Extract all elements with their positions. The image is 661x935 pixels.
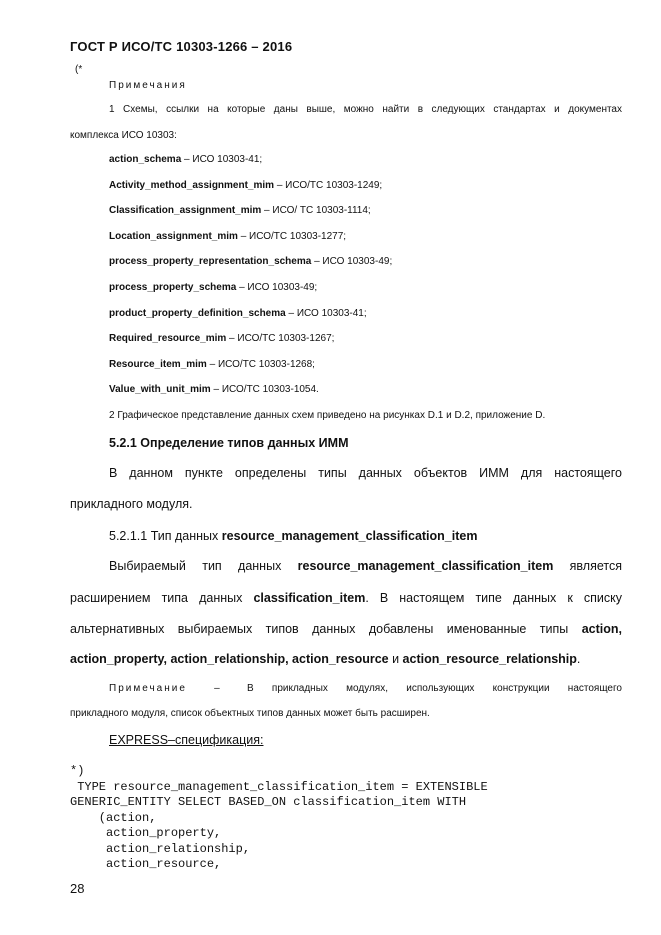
note3-line1: [109, 683, 622, 694]
para2-l3-type: action,: [581, 622, 622, 636]
code-line: action_resource,: [70, 857, 222, 871]
schema-standard-ref: – ИСО 10303-49;: [311, 256, 393, 268]
para2-l1-text: Выбираемый тип данных: [109, 559, 298, 573]
section-number: 5.2.1: [109, 436, 137, 450]
schema-ref-item: [109, 256, 392, 267]
para2-line1: [109, 559, 622, 573]
schema-name: Value_with_unit_mim: [109, 384, 211, 396]
schema-ref-item: [109, 282, 317, 293]
schema-standard-ref: – ИСО/ТС 10303-1277;: [237, 230, 347, 242]
schema-standard-ref: – ИСО 10303-41;: [181, 154, 263, 165]
schema-standard-ref: – ИСО/ТС 10303-1249;: [274, 179, 383, 191]
schema-standard-ref: – ИСО/ ТС 10303-1114;: [261, 205, 371, 217]
schema-ref-item: [109, 180, 382, 191]
para2-l1-end: является: [553, 559, 622, 573]
notes-heading: Примечания: [109, 80, 187, 91]
note3-label: Примечание: [109, 683, 187, 694]
schema-name: product_property_definition_schema: [109, 307, 286, 319]
note1-line1: 1 Схемы, ссылки на которые даны выше, можно найти в следующих стандартах и документах: [109, 104, 622, 115]
page-number: 28: [70, 881, 85, 896]
schema-name: Required_resource_mim: [109, 333, 227, 345]
section-title: [109, 436, 348, 450]
section-para-line1: В данном пункте определены типы данных объектов ИММ для настоящего: [109, 466, 622, 480]
comment-open: (*: [75, 64, 83, 75]
note3-text1: В прикладных модулях, использующих конструкции настоящего: [246, 683, 622, 694]
schema-standard-ref: – ИСО/ТС 10303-1268;: [206, 358, 315, 370]
schema-standard-ref: – ИСО 10303-41;: [285, 307, 367, 319]
code-line: action_property,: [70, 826, 222, 840]
code-line: GENERIC_ENTITY SELECT BASED_ON classification_item WITH: [70, 795, 467, 809]
schema-ref-item: [109, 333, 334, 344]
note3-dash: –: [214, 683, 220, 694]
code-line: (action,: [70, 810, 157, 825]
express-spec-label: EXPRESS–спецификация:: [109, 733, 264, 747]
schema-ref-item: [109, 205, 371, 216]
schema-standard-ref: – ИСО/ТС 10303-1054.: [210, 384, 319, 396]
para2-l2-end: . В настоящем типе данных к списку: [365, 591, 622, 605]
para2-l4-types: action_property, action_relationship, action_resource: [70, 652, 389, 666]
schema-ref-item: [109, 359, 315, 370]
subsection-type-name: resource_management_classification_item: [221, 529, 478, 543]
note1-line2: комплекса ИСО 10303:: [70, 130, 177, 141]
schema-name: action_schema: [109, 154, 182, 165]
para2-l1-type: resource_management_classification_item: [297, 559, 554, 573]
schema-name: Location_assignment_mim: [109, 230, 238, 242]
subsection-title: [109, 529, 477, 543]
para2-line3: [70, 622, 622, 636]
section-para-line2: прикладного модуля.: [70, 497, 193, 511]
schema-ref-item: [109, 154, 262, 165]
schema-name: process_property_schema: [109, 282, 237, 293]
schema-name: Activity_method_assignment_mim: [109, 179, 275, 191]
schema-ref-item: [109, 308, 367, 319]
note3-line2: прикладного модуля, список объектных типов данных может быть расширен.: [70, 708, 430, 719]
para2-l2-type: classification_item: [253, 591, 366, 605]
schema-standard-ref: – ИСО/ТС 10303-1267;: [226, 333, 335, 345]
page-header: ГОСТ Р ИСО/ТС 10303-1266 – 2016: [70, 39, 293, 54]
para2-line2: [70, 591, 622, 605]
section-title-text: Определение типов данных ИММ: [140, 436, 349, 450]
subsection-prefix: 5.2.1.1 Тип данных: [109, 529, 222, 543]
schema-ref-item: [109, 231, 346, 242]
para2-l4-end: .: [576, 652, 581, 666]
code-line: TYPE resource_management_classification_item = EXTENSIBLE: [70, 779, 488, 794]
code-line: action_relationship,: [70, 841, 251, 856]
schema-ref-item: [109, 384, 319, 395]
para2-l4-type: action_resource_relationship: [402, 652, 577, 666]
para2-l3-text: альтернативных выбираемых типов данных добавлены именованные типы: [70, 622, 582, 636]
schema-name: process_property_representation_schema: [109, 256, 312, 268]
para2-l2-text: расширением типа данных: [70, 591, 254, 605]
note2: 2 Графическое представление данных схем приведено на рисунках D.1 и D.2, приложение D.: [109, 410, 546, 421]
code-line: *): [70, 764, 85, 778]
para2-l4-and: и: [388, 652, 403, 666]
para2-line4: [70, 652, 580, 666]
schema-standard-ref: – ИСО 10303-49;: [236, 282, 318, 293]
schema-name: Classification_assignment_mim: [109, 205, 262, 217]
schema-name: Resource_item_mim: [109, 358, 207, 370]
